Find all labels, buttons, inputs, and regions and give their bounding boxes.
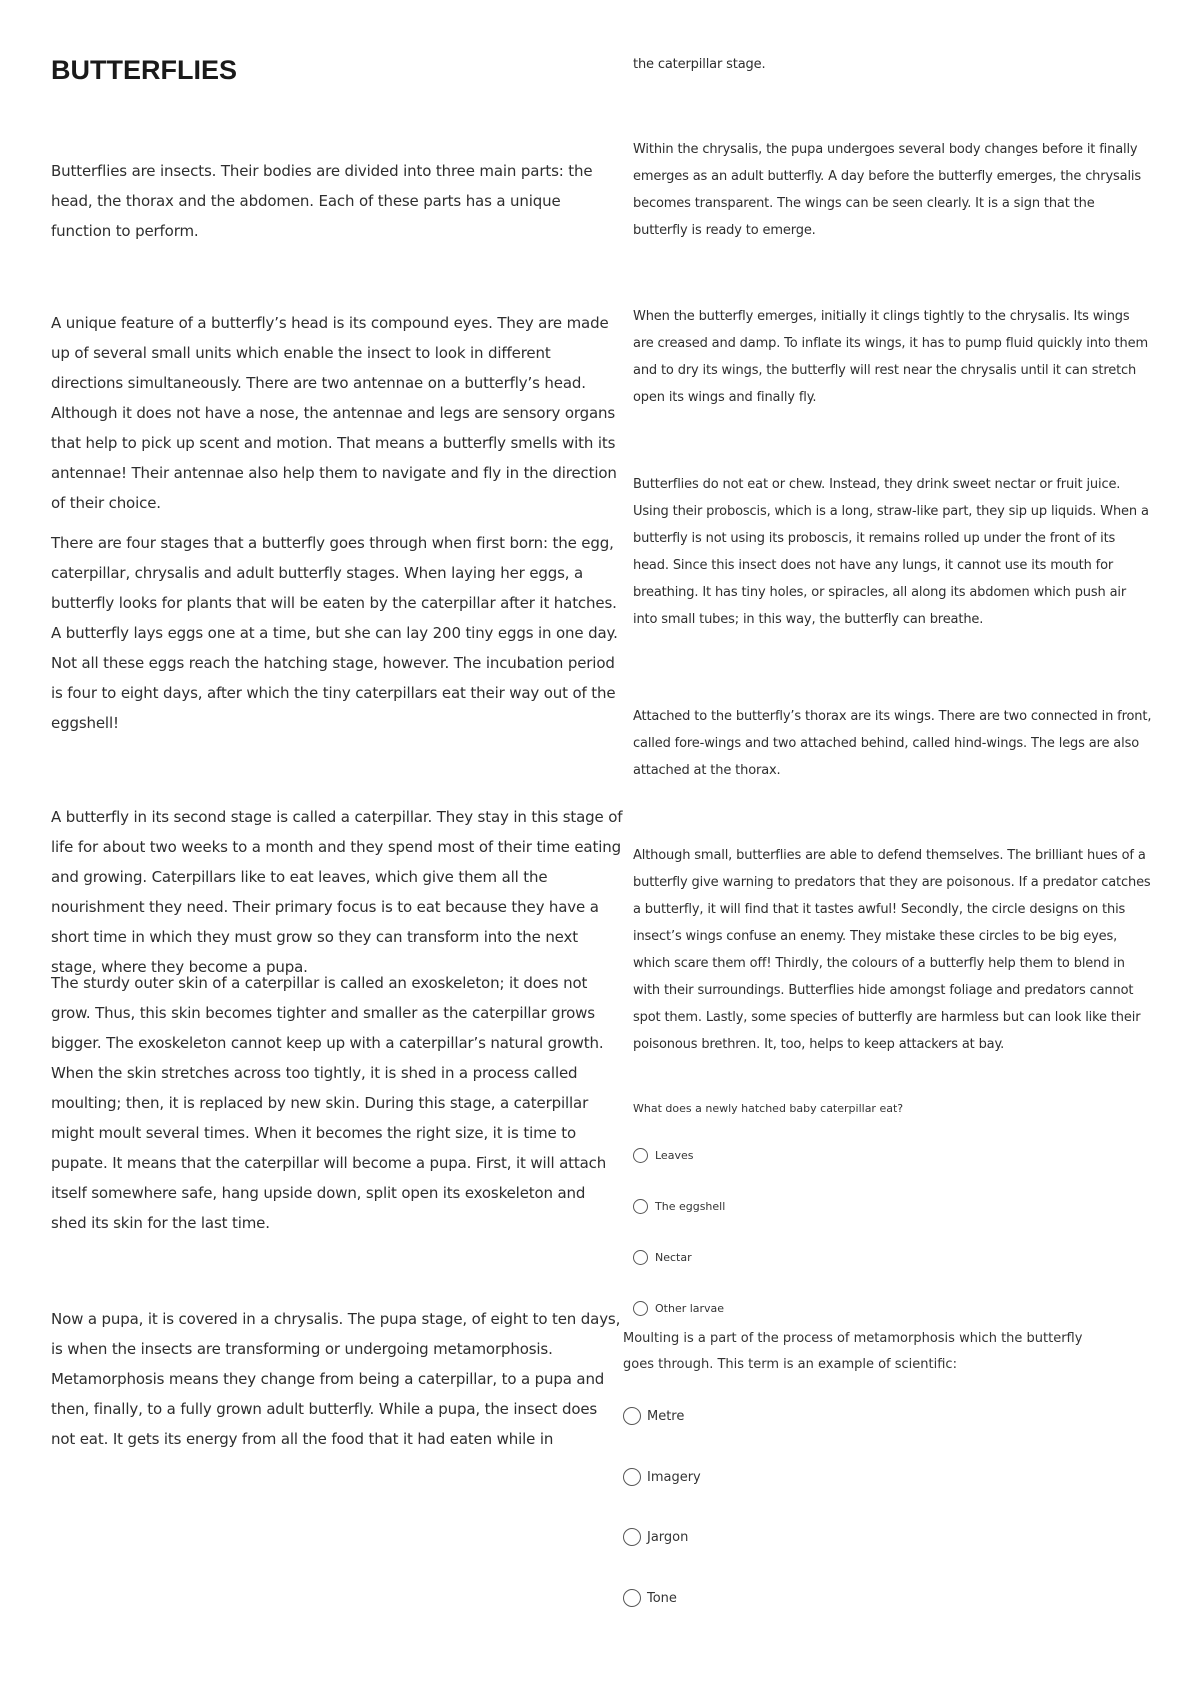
- question-2-text: Moulting is a part of the process of metamorphosis which the butterfly goes through. This term is an example of scientific:: [623, 1331, 1083, 1372]
- page-title: BUTTERFLIES: [51, 55, 237, 85]
- question-2-option[interactable]: [623, 1589, 677, 1607]
- paragraph-exoskeleton: The sturdy outer skin of a caterpillar is called an exoskeleton; it does not grow. Thus, this skin becomes tighter and smaller as the caterpillar grows bigger. The exoskeleton cannot keep up with a caterpillar’s natural growth. When the skin stretches across too tightly, it is shed in a process called moulting; then, it is replaced by new skin. During this stage, a caterpillar might moult several times. When it becomes the right size, it is time to pupate. It means that the caterpillar will become a pupa. First, it will attach itself somewhere safe, hang upside down, split open its exoskeleton and shed its skin for the last time.: [51, 974, 607, 1232]
- question-2-option[interactable]: [623, 1468, 701, 1486]
- paragraph-feeding: Butterflies do not eat or chew. Instead, they drink sweet nectar or fruit juice. Using their proboscis, which is a long, straw-like part, they sip up liquids. When a butterfly is not using its proboscis, it remains rolled up under the front of its head. Since this insect does not have any lungs, it cannot use its mouth for breathing. It has tiny holes, or spiracles, all along its abdomen which push air into small tubes; in this way, the butterfly can breathe.: [633, 477, 1149, 627]
- option-label: Imagery: [647, 1469, 701, 1485]
- paragraph-chrysalis: Within the chrysalis, the pupa undergoes several body changes before it finally emerges as an adult butterfly. A day before the butterfly emerges, the chrysalis becomes transparent. The wings can be seen clearly. It is a sign that the butterfly is ready to emerge.: [633, 142, 1142, 238]
- option-label: Tone: [647, 1590, 677, 1606]
- paragraph-pupa: Now a pupa, it is covered in a chrysalis. The pupa stage, of eight to ten days, is when the insects are transforming or undergoing metamorphosis. Metamorphosis means they change from being a caterpillar, to a pupa and then, finally, to a fully grown adult butterfly. While a pupa, the insect does not eat. It gets its energy from all the food that it had eaten while in: [51, 1310, 621, 1448]
- radio-button[interactable]: [623, 1528, 641, 1546]
- radio-button[interactable]: [623, 1407, 641, 1425]
- paragraph-emerges: When the butterfly emerges, initially it clings tightly to the chrysalis. Its wings are creased and damp. To inflate its wings, it has to pump fluid quickly into them and to dry its wings, the butterfly will rest near the chrysalis until it can stretch open its wings and finally fly.: [633, 309, 1148, 405]
- option-label: Other larvae: [655, 1302, 725, 1315]
- paragraph-caterpillar: A butterfly in its second stage is called a caterpillar. They stay in this stage of life for about two weeks to a month and they spend most of their time eating and growing. Caterpillars like to eat leaves, which give them all the nourishment they need. Their primary focus is to eat because they have a short time in which they must grow so they can transform into the next stage, where they become a pupa.: [51, 808, 623, 976]
- paragraph-four-stages: There are four stages that a butterfly goes through when first born: the egg, caterpillar, chrysalis and adult butterfly stages. When laying her eggs, a butterfly looks for plants that will be eaten by the caterpillar after it hatches. A butterfly lays eggs one at a time, but she can lay 200 tiny eggs in one day. Not all these eggs reach the hatching stage, however. The incubation period is four to eight days, after which the tiny caterpillars eat their way out of the eggshell!: [51, 534, 618, 732]
- option-label: Metre: [647, 1408, 685, 1424]
- paragraph-body-parts: Butterflies are insects. Their bodies are divided into three main parts: the head, the thorax and the abdomen. Each of these parts has a unique function to perform.: [51, 162, 593, 240]
- radio-button[interactable]: [623, 1589, 641, 1607]
- paragraph-wings: Attached to the butterfly’s thorax are its wings. There are two connected in front, called fore-wings and two attached behind, called hind-wings. The legs are also attached at the thorax.: [633, 709, 1152, 778]
- question-2-option[interactable]: [623, 1528, 688, 1546]
- radio-button[interactable]: [633, 1148, 648, 1163]
- radio-button[interactable]: [633, 1301, 648, 1316]
- paragraph-head: A unique feature of a butterfly’s head is its compound eyes. They are made up of several small units which enable the insect to look in different directions simultaneously. There are two antennae on a butterfly’s head. Although it does not have a nose, the antennae and legs are sensory organs that help to pick up scent and motion. That means a butterfly smells with its antennae! Their antennae also help them to navigate and fly in the direction of their choice.: [51, 314, 617, 512]
- question-1-text: What does a newly hatched baby caterpillar eat?: [633, 1102, 904, 1115]
- question-2-option[interactable]: [623, 1407, 684, 1425]
- radio-button[interactable]: [623, 1468, 641, 1486]
- option-label: Leaves: [655, 1149, 694, 1162]
- question-1-option[interactable]: [633, 1199, 725, 1214]
- question-1-option[interactable]: [633, 1250, 692, 1265]
- radio-button[interactable]: [633, 1199, 648, 1214]
- option-label: Nectar: [655, 1251, 692, 1264]
- paragraph-caterpillar-stage-cont: the caterpillar stage.: [633, 57, 766, 72]
- question-1-option[interactable]: [633, 1148, 693, 1163]
- radio-button[interactable]: [633, 1250, 648, 1265]
- question-1-option[interactable]: [633, 1301, 724, 1316]
- option-label: The eggshell: [655, 1200, 726, 1213]
- paragraph-defence: Although small, butterflies are able to defend themselves. The brilliant hues of a butterfly give warning to predators that they are poisonous. If a predator catches a butterfly, it will find that it tastes awful! Secondly, the circle designs on this insect’s wings confuse an enemy. They mistake these circles to be big eyes, which scare them off! Thirdly, the colours of a butterfly help them to blend in with their surroundings. Butterflies hide amongst foliage and predators cannot spot them. Lastly, some species of butterfly are harmless but can look like their poisonous brethren. It, too, helps to keep attackers at bay.: [633, 848, 1151, 1052]
- option-label: Jargon: [647, 1529, 689, 1545]
